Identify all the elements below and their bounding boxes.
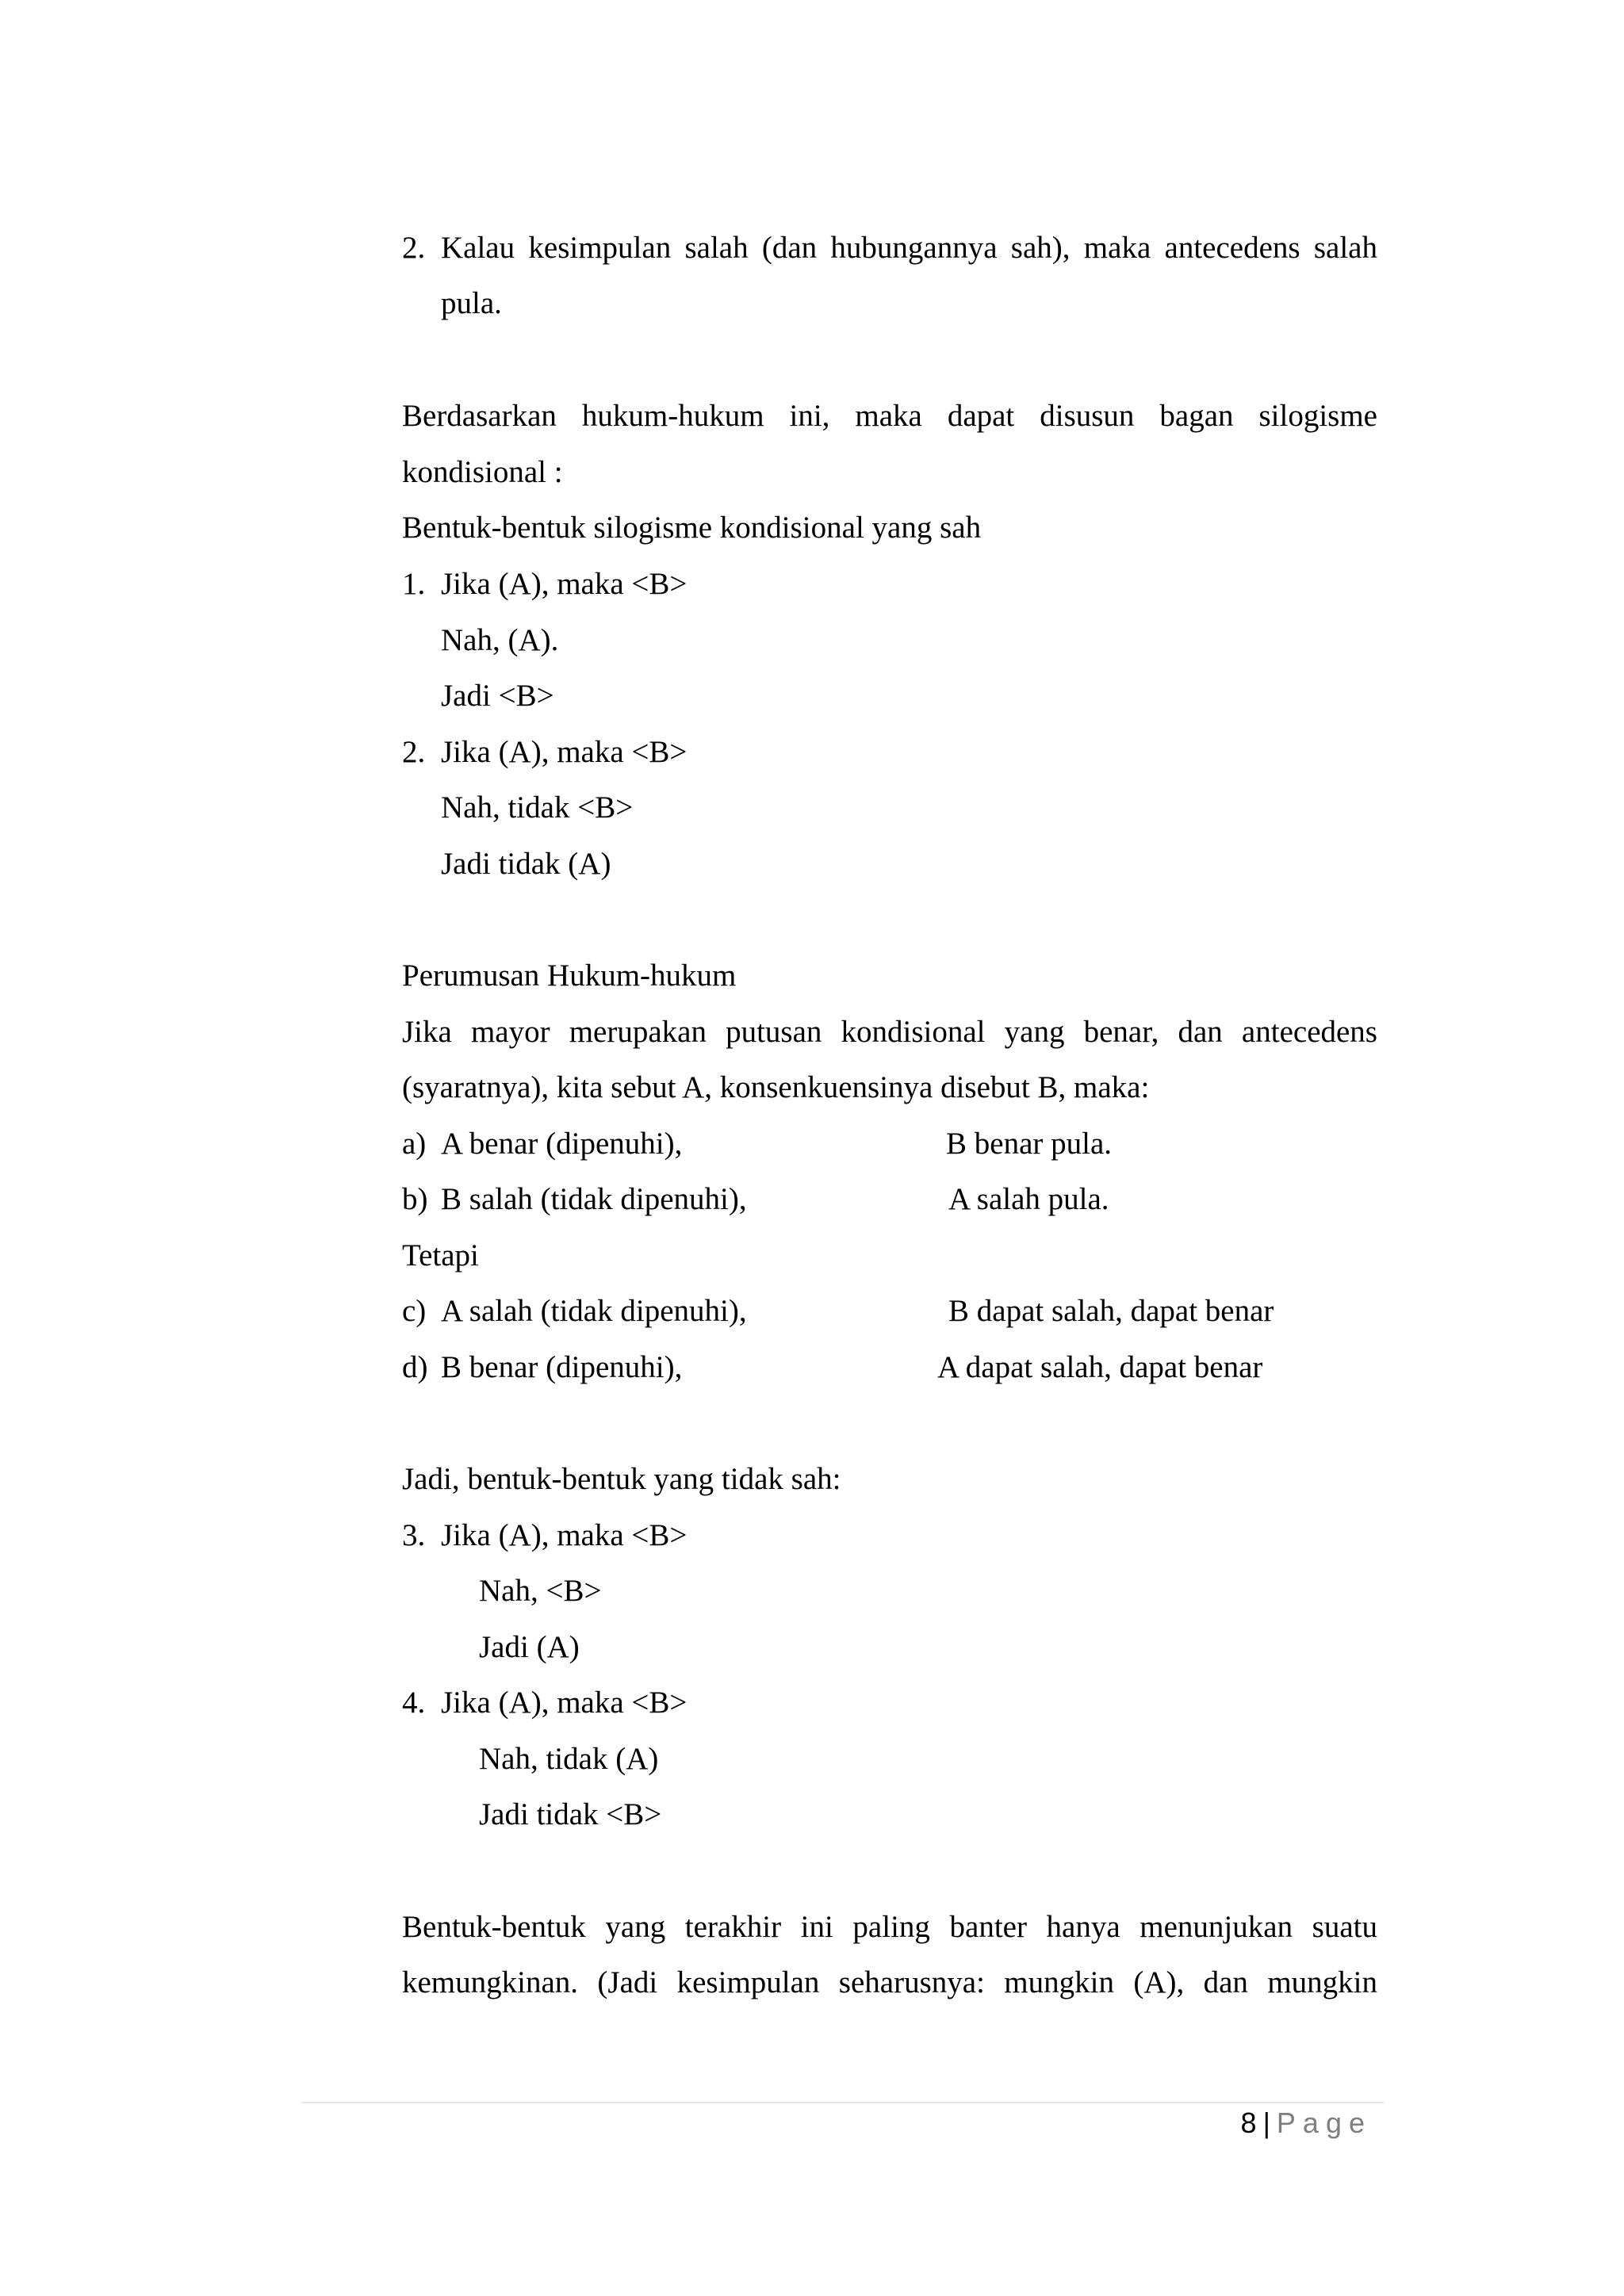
tetapi-text: Tetapi — [402, 1238, 479, 1272]
page-footer — [1241, 2106, 1372, 2141]
list-number: 4. — [402, 1686, 426, 1720]
item2-line1: Kalau kesimpulan salah (dan hubungannya sah), maka antecedens salah — [441, 231, 1377, 265]
rule-condition: B salah (tidak dipenuhi), — [441, 1182, 747, 1216]
form-line: Nah, tidak <B> — [441, 790, 634, 825]
form-line: Jika (A), maka <B> — [441, 1686, 688, 1720]
rule-consequence: A dapat salah, dapat benar — [937, 1350, 1263, 1384]
paragraph-line: kondisional : — [402, 455, 563, 489]
rule-consequence: B benar pula. — [946, 1127, 1113, 1161]
list-number: 1. — [402, 567, 426, 601]
paragraph-line: Jika mayor merupakan putusan kondisional yang benar, dan antecedens — [402, 1015, 1377, 1049]
paragraph-line: Bentuk-bentuk yang terakhir ini paling banter hanya menunjukan suatu — [402, 1910, 1377, 1944]
item2-line2: pula. — [441, 286, 502, 320]
form-line: Jadi <B> — [441, 679, 554, 713]
form-line: Jadi (A) — [479, 1630, 580, 1664]
page-number: 8 — [1240, 2107, 1257, 2139]
form-line: Jika (A), maka <B> — [441, 1518, 688, 1552]
form-line: Jadi tidak (A) — [441, 847, 611, 881]
rule-label: d) — [402, 1350, 428, 1384]
page-label: Page — [1276, 2107, 1372, 2139]
paragraph-line: Berdasarkan hukum-hukum ini, maka dapat disusun bagan silogisme — [402, 399, 1377, 433]
list-number: 2. — [402, 735, 426, 769]
rule-label: c) — [402, 1294, 427, 1328]
rule-label: a) — [402, 1127, 427, 1161]
list-number: 3. — [402, 1518, 426, 1552]
rule-condition: A salah (tidak dipenuhi), — [441, 1294, 747, 1328]
form-line: Jika (A), maka <B> — [441, 567, 688, 601]
paragraph-line: kemungkinan. (Jadi kesimpulan seharusnya: mungkin (A), dan mungkin — [402, 1965, 1377, 1999]
rule-label: b) — [402, 1182, 428, 1216]
form-line: Nah, tidak (A) — [479, 1742, 659, 1776]
section-heading-valid: Bentuk-bentuk silogisme kondisional yang sah — [402, 511, 982, 545]
form-line: Nah, (A). — [441, 623, 559, 657]
section-heading-rules: Perumusan Hukum-hukum — [402, 959, 737, 993]
rule-consequence: B dapat salah, dapat benar — [948, 1294, 1274, 1328]
section-heading-invalid: Jadi, bentuk-bentuk yang tidak sah: — [402, 1462, 841, 1496]
footer-divider — [301, 2102, 1384, 2103]
form-line: Jadi tidak <B> — [479, 1797, 662, 1831]
footer-separator: | — [1262, 2107, 1270, 2139]
rule-consequence: A salah pula. — [948, 1182, 1109, 1216]
form-line: Nah, <B> — [479, 1574, 602, 1608]
form-line: Jika (A), maka <B> — [441, 735, 688, 769]
rule-condition: B benar (dipenuhi), — [441, 1350, 683, 1384]
list-number: 2. — [402, 231, 426, 265]
paragraph-line: (syaratnya), kita sebut A, konsenkuensinya disebut B, maka: — [402, 1070, 1150, 1104]
rule-condition: A benar (dipenuhi), — [441, 1127, 683, 1161]
